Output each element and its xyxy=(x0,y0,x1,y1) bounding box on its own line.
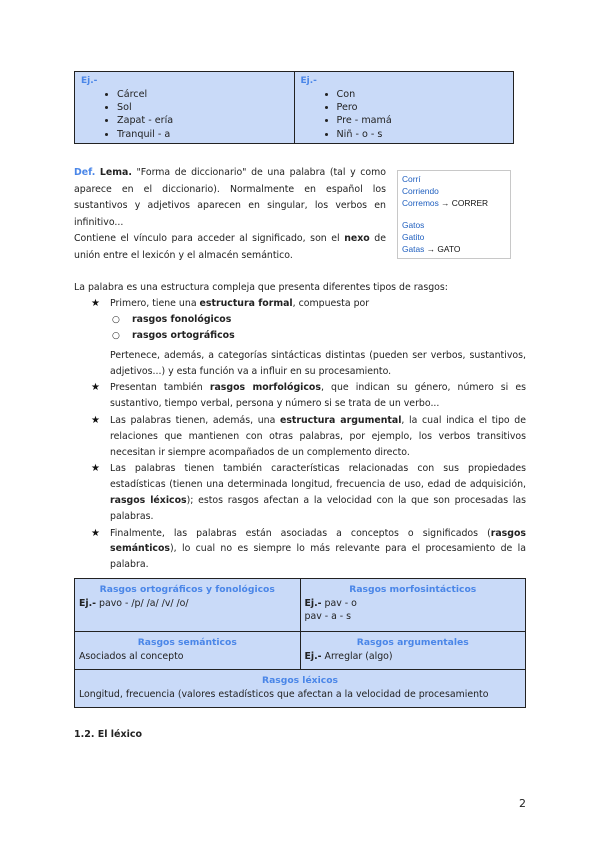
bullet-text: Las palabras tienen, además, una xyxy=(110,414,280,426)
main-content xyxy=(74,280,526,574)
list-item: • Zapat - ería xyxy=(117,114,289,127)
definition-paragraph-2 xyxy=(74,231,386,264)
features-cell-orthographic xyxy=(75,579,301,632)
star-bullet-icon: ★ xyxy=(91,298,100,309)
lemma-target: GATO xyxy=(437,244,461,255)
star-bullet-icon: ★ xyxy=(91,414,100,426)
lemma-example-row xyxy=(402,197,506,209)
features-cell-text xyxy=(305,650,522,664)
example-text: pav - o xyxy=(321,597,357,609)
list-item xyxy=(110,312,526,329)
list-item: • Tranquil - a xyxy=(117,128,289,141)
list-item: • Niñ - o - s xyxy=(337,128,509,141)
lemma-example: Gatito xyxy=(402,231,425,242)
examples-left-list xyxy=(81,88,289,141)
list-item xyxy=(74,526,526,573)
page-number: 2 xyxy=(519,797,526,810)
features-cell-title: Rasgos léxicos xyxy=(262,675,338,686)
list-item: • Pero xyxy=(337,101,509,114)
bullet-text: , la cual indica el tipo de relaciones que mantienen con otras palabras, por ejemplo, los verbos transitivos necesitan ir siempre acompañados de un complemento directo. xyxy=(110,414,526,458)
bullet-keyword: estructura formal xyxy=(199,298,293,309)
examples-left-cell xyxy=(75,72,295,144)
features-list xyxy=(74,296,526,573)
definition-paragraph-1 xyxy=(74,165,386,231)
features-cell-lexical xyxy=(75,670,526,708)
features-cell-text xyxy=(79,597,296,611)
lemma-example: Corrí xyxy=(402,174,421,184)
definition-text: Contiene el vínculo para acceder al significado, son el xyxy=(74,233,345,244)
list-item xyxy=(74,413,526,460)
star-bullet-icon: ★ xyxy=(91,527,100,539)
lemma-example: Corriendo xyxy=(402,186,439,197)
bullet-keyword: estructura argumental xyxy=(279,414,402,426)
features-cell-title: Rasgos argumentales xyxy=(356,637,469,648)
examples-right-cell xyxy=(294,72,514,144)
lemma-example-row xyxy=(402,243,506,255)
list-item xyxy=(110,328,526,345)
features-cell-text: Longitud, frecuencia (valores estadísticos que afectan a la velocidad de procesamiento xyxy=(79,688,489,700)
lemma-example: Gatas xyxy=(402,244,425,255)
list-item: • Pre - mamá xyxy=(337,114,509,127)
bullet-keyword: rasgos léxicos xyxy=(110,494,187,506)
definition-text: "Forma de diccionario" de una palabra (tal y como aparece en el diccionario). Normalmente en español los sustantivos y adjetivos aparecen en singular, los verbos en infinitivo... xyxy=(74,167,387,228)
list-item: • Cárcel xyxy=(117,88,289,101)
examples-right-list xyxy=(301,88,509,141)
features-table xyxy=(74,578,526,708)
bullet-text: , compuesta por xyxy=(292,298,370,309)
definition-label: Def. xyxy=(74,167,96,178)
lemma-example: Gatos xyxy=(402,219,425,230)
section-heading: 1.2. El léxico xyxy=(74,729,143,740)
intro-paragraph: La palabra es una estructura compleja que presenta diferentes tipos de rasgos: xyxy=(74,282,448,293)
definition-keyword: nexo xyxy=(344,233,370,244)
example-text: Arreglar (algo) xyxy=(321,650,393,662)
lemma-example: Corremos xyxy=(402,198,439,209)
features-cell-title: Rasgos semánticos xyxy=(137,637,237,648)
examples-left-title: Ej.- xyxy=(81,76,98,86)
list-item: • Sol xyxy=(117,101,289,114)
bullet-text: Presentan también xyxy=(110,382,210,394)
list-item: • Con xyxy=(337,88,509,101)
lemma-target: CORRER xyxy=(451,198,489,209)
features-cell-morphosyntactic xyxy=(300,579,526,632)
star-bullet-icon: ★ xyxy=(91,463,100,475)
features-cell-text: pav - a - s xyxy=(304,611,352,622)
bullet-text: ); estos rasgos afectan a la velocidad con la que son procesadas las palabras. xyxy=(110,494,527,522)
formal-structure-sublist xyxy=(110,312,526,345)
circle-bullet-icon: ○ xyxy=(112,331,120,342)
examples-table xyxy=(74,71,514,144)
features-cell-title: Rasgos ortográficos y fonológicos xyxy=(99,584,275,595)
list-item xyxy=(74,380,526,412)
bullet-keyword: rasgos semánticos xyxy=(110,527,526,555)
example-label: Ej.- xyxy=(304,650,322,662)
lemma-definition xyxy=(74,165,386,264)
features-cell-argumental xyxy=(300,632,526,670)
bullet-text: ), lo cual no es siempre lo más relevante para el procesamiento de la palabra. xyxy=(110,543,526,571)
example-text: pavo - /p/ /a/ /v/ /o/ xyxy=(96,597,189,609)
definition-term: Lema. xyxy=(99,167,132,178)
features-cell-text: Asociados al concepto xyxy=(79,650,184,662)
sublist-text: rasgos fonológicos xyxy=(132,313,232,325)
arrow-right-icon: → xyxy=(426,244,436,255)
lemma-examples-box xyxy=(397,170,511,259)
examples-right-title: Ej.- xyxy=(300,76,317,86)
bullet-text: , que indican su género, número si es sustantivo, tiempo verbal, persona y número si se trata de un verbo... xyxy=(110,382,526,410)
bullet-text: Primero, tiene una xyxy=(110,298,200,309)
list-item xyxy=(74,296,526,379)
definition-text: de unión entre el lexicón y el almacén semántico. xyxy=(74,233,386,261)
features-cell-semantic xyxy=(75,632,301,670)
bullet-keyword: rasgos morfológicos xyxy=(209,382,321,394)
arrow-right-icon: → xyxy=(441,198,450,209)
sublist-text: rasgos ortográficos xyxy=(132,330,235,342)
example-label: Ej.- xyxy=(304,597,322,609)
list-item xyxy=(74,461,526,524)
bullet-text: Las palabras tienen también características relacionadas con sus propiedades estadísticas (tienen una determinada longitud, frecuencia de uso, edad de adquisición, xyxy=(110,463,526,491)
circle-bullet-icon: ○ xyxy=(112,314,120,325)
star-bullet-icon: ★ xyxy=(91,382,100,394)
example-label: Ej.- xyxy=(79,597,97,609)
bullet-subparagraph: Pertenece, además, a categorías sintácticas distintas (pueden ser verbos, sustantivos, adjetivos...) y esta función va a influir en su procesamiento. xyxy=(110,349,526,377)
features-cell-title: Rasgos morfosintácticos xyxy=(349,584,477,595)
bullet-text: Finalmente, las palabras están asociadas a conceptos o significados ( xyxy=(110,527,491,539)
features-cell-text xyxy=(305,597,522,611)
